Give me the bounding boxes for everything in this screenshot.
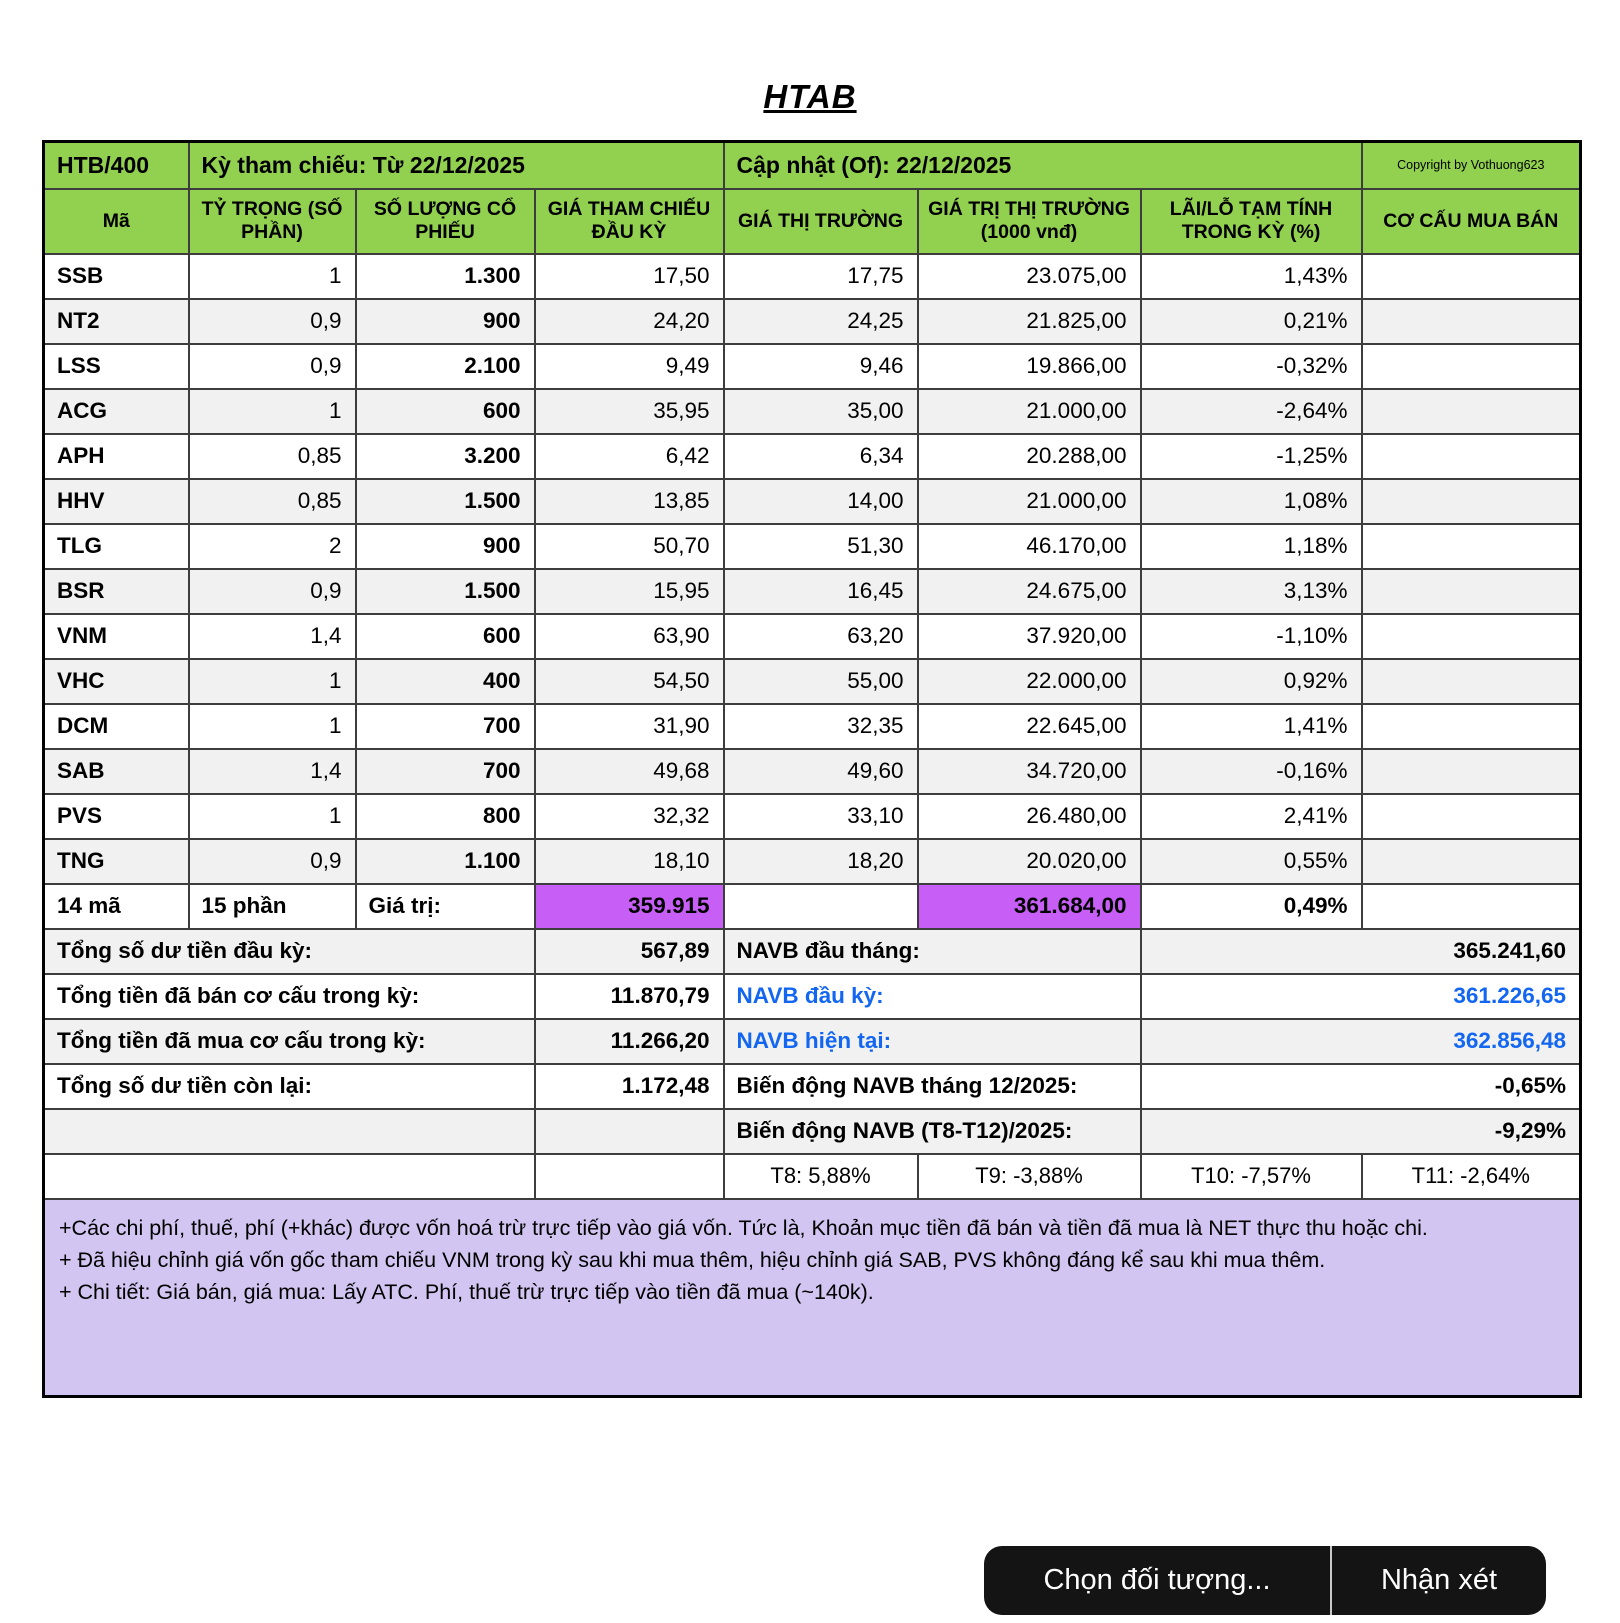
cell-ticker: DCM [44, 704, 189, 749]
cell-ticker: NT2 [44, 299, 189, 344]
cell-quantity: 600 [356, 389, 535, 434]
cell-weight: 0,9 [189, 299, 356, 344]
cell-quantity: 1.500 [356, 479, 535, 524]
navb-now-label: NAVB hiện tại: [724, 1019, 1141, 1064]
monthly-return-t10: T10: -7,57% [1141, 1154, 1362, 1199]
cell-market-price: 55,00 [724, 659, 918, 704]
table-row [44, 299, 1581, 344]
cell-market-price: 63,20 [724, 614, 918, 659]
cell-market-price: 33,10 [724, 794, 918, 839]
notes-row [44, 1199, 1581, 1397]
cell-rebalance [1362, 794, 1581, 839]
cell-market-value: 20.020,00 [918, 839, 1141, 884]
cell-market-price: 18,20 [724, 839, 918, 884]
totals-value-label: Giá trị: [356, 884, 535, 929]
cell-weight: 1,4 [189, 614, 356, 659]
cell-pnl: 1,43% [1141, 254, 1362, 299]
note-line-2: + Đã hiệu chỉnh giá vốn gốc tham chiếu VNM trong kỳ sau khi mua thêm, hiệu chỉnh giá SAB, PVS không đáng kể sau khi mua thêm. [59, 1247, 1326, 1272]
column-header-row [44, 189, 1581, 254]
table-row [44, 254, 1581, 299]
cell-pnl: 0,55% [1141, 839, 1362, 884]
table-row [44, 344, 1581, 389]
cell-ref-price: 63,90 [535, 614, 724, 659]
cell-ref-price: 15,95 [535, 569, 724, 614]
table-row [44, 569, 1581, 614]
cell-market-price: 16,45 [724, 569, 918, 614]
col-header-weight: TỶ TRỌNG (SỐ PHẦN) [189, 189, 356, 254]
cell-market-value: 22.645,00 [918, 704, 1141, 749]
cell-ref-price: 24,20 [535, 299, 724, 344]
monthly-returns-row [44, 1154, 1581, 1199]
action-button-bar [984, 1546, 1546, 1615]
cell-ticker: APH [44, 434, 189, 479]
cell-quantity: 1.300 [356, 254, 535, 299]
cell-weight: 0,9 [189, 839, 356, 884]
cell-quantity: 800 [356, 794, 535, 839]
cell-market-value: 19.866,00 [918, 344, 1141, 389]
cell-pnl: -2,64% [1141, 389, 1362, 434]
cell-weight: 0,85 [189, 434, 356, 479]
sheet-code: HTB/400 [44, 142, 189, 189]
cell-ref-price: 49,68 [535, 749, 724, 794]
cell-market-value: 21.000,00 [918, 389, 1141, 434]
cell-ref-price: 35,95 [535, 389, 724, 434]
totals-rebalance-cell [1362, 884, 1581, 929]
col-header-market-price: GIÁ THỊ TRƯỜNG [724, 189, 918, 254]
table-row [44, 659, 1581, 704]
cell-pnl: 0,92% [1141, 659, 1362, 704]
table-row [44, 614, 1581, 659]
cell-ticker: HHV [44, 479, 189, 524]
cell-pnl: -0,16% [1141, 749, 1362, 794]
cell-market-value: 46.170,00 [918, 524, 1141, 569]
cash-start-value: 567,89 [535, 929, 724, 974]
table-row [44, 434, 1581, 479]
col-header-ref-price: GIÁ THAM CHIẾU ĐẦU KỲ [535, 189, 724, 254]
cell-market-price: 17,75 [724, 254, 918, 299]
page-title: HTAB [763, 78, 857, 115]
note-line-3: + Chi tiết: Giá bán, giá mua: Lấy ATC. Phí, thuế trừ trực tiếp vào tiền đã mua (~140k). [59, 1280, 874, 1304]
empty-cell [44, 1154, 535, 1199]
cell-quantity: 900 [356, 299, 535, 344]
cell-pnl: 1,18% [1141, 524, 1362, 569]
table-row [44, 389, 1581, 434]
cell-weight: 1 [189, 389, 356, 434]
cell-ticker: LSS [44, 344, 189, 389]
cell-ticker: BSR [44, 569, 189, 614]
totals-ref-value: 359.915 [535, 884, 724, 929]
cell-ticker: PVS [44, 794, 189, 839]
cell-market-value: 21.825,00 [918, 299, 1141, 344]
cell-quantity: 700 [356, 749, 535, 794]
cell-market-price: 32,35 [724, 704, 918, 749]
totals-empty-cell [724, 884, 918, 929]
cell-market-price: 35,00 [724, 389, 918, 434]
monthly-return-t11: T11: -2,64% [1362, 1154, 1581, 1199]
cell-pnl: -0,32% [1141, 344, 1362, 389]
summary-row-cash-left [44, 1064, 1581, 1109]
cell-pnl: 1,08% [1141, 479, 1362, 524]
navb-month-label: NAVB đầu tháng: [724, 929, 1141, 974]
cell-quantity: 600 [356, 614, 535, 659]
summary-row-cash-start [44, 929, 1581, 974]
cell-ref-price: 50,70 [535, 524, 724, 569]
cell-rebalance [1362, 704, 1581, 749]
cell-market-value: 21.000,00 [918, 479, 1141, 524]
cell-rebalance [1362, 254, 1581, 299]
col-header-quantity: SỐ LƯỢNG CỔ PHIẾU [356, 189, 535, 254]
col-header-pnl: LÃI/LỖ TẠM TÍNH TRONG KỲ (%) [1141, 189, 1362, 254]
cell-quantity: 3.200 [356, 434, 535, 479]
cell-pnl: 1,41% [1141, 704, 1362, 749]
cell-ref-price: 32,32 [535, 794, 724, 839]
summary-row-navb-period [44, 1109, 1581, 1154]
cell-market-value: 37.920,00 [918, 614, 1141, 659]
table-row [44, 839, 1581, 884]
cell-ticker: VHC [44, 659, 189, 704]
navb-start-value: 361.226,65 [1141, 974, 1581, 1019]
totals-parts-count: 15 phần [189, 884, 356, 929]
cell-weight: 1 [189, 254, 356, 299]
cell-ref-price: 9,49 [535, 344, 724, 389]
cell-weight: 0,85 [189, 479, 356, 524]
navb-change-month-value: -0,65% [1141, 1064, 1581, 1109]
table-row [44, 524, 1581, 569]
cell-ref-price: 13,85 [535, 479, 724, 524]
cell-market-price: 6,34 [724, 434, 918, 479]
cell-weight: 1 [189, 659, 356, 704]
totals-row [44, 884, 1581, 929]
cell-weight: 1,4 [189, 749, 356, 794]
cell-ref-price: 54,50 [535, 659, 724, 704]
cell-weight: 1 [189, 704, 356, 749]
table-row [44, 794, 1581, 839]
cell-rebalance [1362, 839, 1581, 884]
bought-label: Tổng tiền đã mua cơ cấu trong kỳ: [44, 1019, 535, 1064]
cell-pnl: 2,41% [1141, 794, 1362, 839]
cell-rebalance [1362, 299, 1581, 344]
cell-ticker: TNG [44, 839, 189, 884]
cell-market-price: 24,25 [724, 299, 918, 344]
cell-market-price: 14,00 [724, 479, 918, 524]
cell-quantity: 700 [356, 704, 535, 749]
summary-row-bought [44, 1019, 1581, 1064]
note-line-1: +Các chi phí, thuế, phí (+khác) được vốn hoá trừ trực tiếp vào giá vốn. Tức là, Khoản mục tiền đã bán và tiền đã mua là NET thực thu hoặc chi. [59, 1215, 1428, 1240]
cell-rebalance [1362, 659, 1581, 704]
cell-market-value: 34.720,00 [918, 749, 1141, 794]
cell-market-price: 9,46 [724, 344, 918, 389]
navb-start-label: NAVB đầu kỳ: [724, 974, 1141, 1019]
totals-market-value: 361.684,00 [918, 884, 1141, 929]
cell-ref-price: 18,10 [535, 839, 724, 884]
cell-rebalance [1362, 524, 1581, 569]
navb-change-period-label: Biến động NAVB (T8-T12)/2025: [724, 1109, 1141, 1154]
sheet-info-row [44, 142, 1581, 189]
cell-ticker: SSB [44, 254, 189, 299]
empty-cell [44, 1109, 535, 1154]
cell-weight: 0,9 [189, 344, 356, 389]
cash-left-label: Tổng số dư tiền còn lại: [44, 1064, 535, 1109]
empty-cell [535, 1109, 724, 1154]
col-header-market-value: GIÁ TRỊ THỊ TRƯỜNG (1000 vnđ) [918, 189, 1141, 254]
select-object-button[interactable]: Chọn đối tượng... [984, 1546, 1330, 1615]
cell-quantity: 1.100 [356, 839, 535, 884]
cell-ref-price: 17,50 [535, 254, 724, 299]
navb-now-value: 362.856,48 [1141, 1019, 1581, 1064]
totals-ticker-count: 14 mã [44, 884, 189, 929]
cell-ref-price: 31,90 [535, 704, 724, 749]
cell-ticker: ACG [44, 389, 189, 434]
navb-change-period-value: -9,29% [1141, 1109, 1581, 1154]
cell-market-price: 49,60 [724, 749, 918, 794]
sold-value: 11.870,79 [535, 974, 724, 1019]
col-header-rebalance: CƠ CẤU MUA BÁN [1362, 189, 1581, 254]
table-row [44, 479, 1581, 524]
cell-rebalance [1362, 344, 1581, 389]
cell-rebalance [1362, 614, 1581, 659]
table-row [44, 749, 1581, 794]
bought-value: 11.266,20 [535, 1019, 724, 1064]
table-row [44, 704, 1581, 749]
cell-pnl: 3,13% [1141, 569, 1362, 614]
cell-market-value: 22.000,00 [918, 659, 1141, 704]
cell-rebalance [1362, 569, 1581, 614]
cell-market-value: 20.288,00 [918, 434, 1141, 479]
cell-weight: 1 [189, 794, 356, 839]
cell-ref-price: 6,42 [535, 434, 724, 479]
summary-row-sold [44, 974, 1581, 1019]
cell-quantity: 400 [356, 659, 535, 704]
cell-ticker: TLG [44, 524, 189, 569]
monthly-return-t9: T9: -3,88% [918, 1154, 1141, 1199]
cash-start-label: Tổng số dư tiền đầu kỳ: [44, 929, 535, 974]
cell-quantity: 1.500 [356, 569, 535, 614]
cell-weight: 2 [189, 524, 356, 569]
portfolio-table [42, 140, 1582, 1398]
comment-button[interactable]: Nhận xét [1332, 1546, 1546, 1615]
cell-rebalance [1362, 479, 1581, 524]
cell-ticker: VNM [44, 614, 189, 659]
cell-pnl: 0,21% [1141, 299, 1362, 344]
cash-left-value: 1.172,48 [535, 1064, 724, 1109]
cell-market-price: 51,30 [724, 524, 918, 569]
cell-market-value: 23.075,00 [918, 254, 1141, 299]
col-header-ticker: Mã [44, 189, 189, 254]
notes-block [44, 1199, 1581, 1397]
empty-cell [535, 1154, 724, 1199]
sold-label: Tổng tiền đã bán cơ cấu trong kỳ: [44, 974, 535, 1019]
cell-pnl: -1,10% [1141, 614, 1362, 659]
monthly-return-t8: T8: 5,88% [724, 1154, 918, 1199]
cell-rebalance [1362, 434, 1581, 479]
cell-market-value: 24.675,00 [918, 569, 1141, 614]
copyright-note: Copyright by Vothuong623 [1362, 142, 1581, 189]
cell-rebalance [1362, 389, 1581, 434]
cell-pnl: -1,25% [1141, 434, 1362, 479]
cell-ticker: SAB [44, 749, 189, 794]
navb-month-value: 365.241,60 [1141, 929, 1581, 974]
navb-change-month-label: Biến động NAVB tháng 12/2025: [724, 1064, 1141, 1109]
reference-period: Kỳ tham chiếu: Từ 22/12/2025 [189, 142, 724, 189]
cell-rebalance [1362, 749, 1581, 794]
totals-pnl: 0,49% [1141, 884, 1362, 929]
cell-quantity: 2.100 [356, 344, 535, 389]
cell-quantity: 900 [356, 524, 535, 569]
cell-weight: 0,9 [189, 569, 356, 614]
updated-date: Cập nhật (Of): 22/12/2025 [724, 142, 1362, 189]
cell-market-value: 26.480,00 [918, 794, 1141, 839]
